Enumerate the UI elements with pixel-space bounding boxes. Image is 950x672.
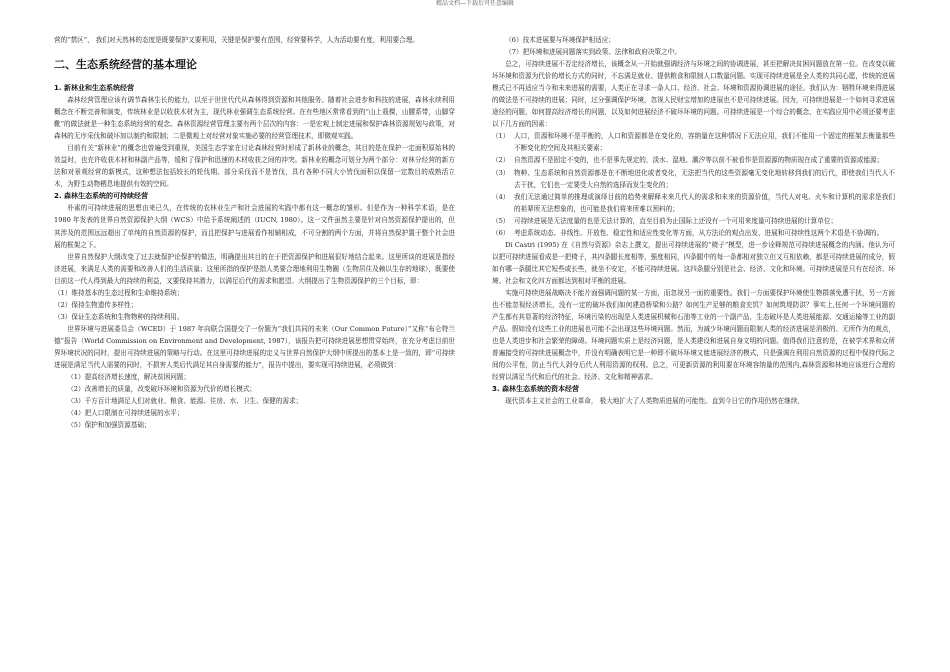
factor-number: （2） (492, 156, 510, 165)
factor-text: 物种、生态系统和自然资源都是在不断地进化或者变化，无法把当代的这些资源毫无变化地转移到我们的后代，即使我们当代人不去干扰，它们也一定要受大自然的选择而发生变化的； (514, 168, 895, 189)
list-item: （4）把人口限制在可持续进展的水平； (67, 409, 184, 418)
factor-text: 考虑系统动态、非线性、开放性、稳定性和适应性变化等方面，从方法论的观点出发，进展和可持续性这两个术语是不协调的。 (514, 228, 884, 237)
paragraph: 森林经营管理应该有调节森林生长的能力，以至于世世代代从森林得到资源和其他服务。随着社会进步和科技的进展，森林永续利用概念在不断完善和演变，传统林业是以收获木材为主，现代林业强调生态系统经营。在有些地区常常看到的“山上栽棵，山腰系带，山脚穿靴”的做法就是一种生态系统经营的观念。森林资源经营管理主要有两个层次的内容：一是宏观上制定进展和保护森林资源规划与政策，对森林的无序采伐和破坏加以制约和限制；二是微观上对经营对象实施必要的经营管理技术，即微观实践。 (54, 96, 455, 141)
factor-number: （1） (492, 132, 510, 141)
list-item: （6）技术进展要与环境保护相适应； (505, 36, 615, 44)
list-item: （3）千方百计地满足人们对就业、粮食、能源、住房、水、卫生、保健的需求； (67, 397, 303, 406)
section-title: 二、生态系统经营的基本理论 (54, 58, 197, 72)
factor-number: （4） (492, 192, 510, 201)
subsection-title-sustainable-management: 2. 森林生态系统的可持续经营 (54, 192, 148, 201)
list-item: （2）保持生物遗传多样性； (54, 300, 138, 309)
factor-text: 我们无法通过简单的推理或演绎目前的趋势来解释未来几代人的需求和未来的资源价值，当代人对电、火车和计算机的需求是我们的祖辈所无法想象的，也可能是我们将来所难以预料的； (514, 192, 895, 213)
subsection-title-new-forestry: 1. 新林业和生态系统经营 (54, 84, 134, 93)
subsection-title-capital-management: 3. 森林生态系统的资本经营 (492, 385, 579, 394)
paragraph: 世界环境与进展委员会（WCED）于 1987 年向联合国提交了一份题为“我们共同的未来（Our Common Future）”又称“布仑特兰德”报告（World Commission on Environment and Development, 1987），该报告把可持续进展思想贯穿始终，在充分考虑目前世界环境状况的同时，提出可持续进展的策略与行动。在这里可持续进展的定义与世界自然保护大纲中所提出的基本上是一致的，即“可持续进展是满足当代人需要的同时，不损害人类后代满足其自身需要的能力”，报告中提出，要实现可持续进展，必须做到： (54, 324, 455, 370)
paragraph: 世界自然保护大纲改变了过去就保护论保护的做法，明确提出其目的在于把资源保护和进展很好地结合起来。这里所谈的进展是指经济进展，来满足人类的需要和改善人们的生活质量；这里所指的保护是指人类要合理地利用生物圈（生物居住及赖以生存的地球），既要使目前这一代人得到最大的持续的利益，又要保持其潜力，以满足后代的需求和愿望。大纲提出了生物资源保护的三个目标，即： (54, 252, 455, 285)
factor-text: 人口，资源和环境不是平衡的，人口和资源都是在变化的，容纳量在这种情况下无法应用，我们不能用一个固定的框架去衡量那些不断变化的空间及其相关要素； (514, 132, 895, 153)
paragraph: 实施可持续进展战略决不能片面强调问题的某一方面，而忽视另一面的重要性。我们一方面要保护环境使生物群落免遭干扰，另一方面也不能忽视经济增长，没有一定的破坏我们如何建造桥梁和公路？如何生产足够的粮食充饥？如何筑堤防洪？事实上,任何一个环境问题的产生都有其显著的经济特征，环境污染的出现是人类进展机械和石油等工业的一个副产品，生态破坏是人类进展能源、交通运输等工业的副产品。假如没有这些工业的进展也可能不会出现这些环境问题。然而，为减少环境问题而限制人类的经济进展是消极的、无所作为的观点，也是人类进步和社会繁荣的障碍。环境问题实质上是经济问题，是人类建设和进展自身文明的问题。值得我们注意的是，在被学术界和众所普遍接受的可持续进展概念中，并没有明确表明它是一种即不破坏环境又能进展经济的模式，只是强调在利用自然资源的过程中保持代际之间的公平性，防止当代人剥夺后代人利用资源的权利。总之，可更新资源的利用要在环境容纳量的范围内,森林资源和林地应该进行合理的经营以满足当代和后代的社会、经济、文化和精神需求。 (492, 288, 895, 382)
paragraph: 朴素的可持续进展的思想由来已久，在传统的农林业生产和社会进展的实践中都有这一概念的雏形。但是作为一种科学术语，是在 1980 年发表的世界自然资源保护大纲（WCS）中给予系统阐述的（IUCN, 1980）。这一文件虽然主要是针对自然资源保护提出的，但其涉及的范围远远超出了单纯的自然资源的保护，而且把保护与进展看作相辅相成，不可分割的两个方面，并将自然保护置于整个社会进展的框架之下。 (54, 204, 455, 249)
factor-item (492, 227, 895, 239)
factor-item (492, 215, 895, 227)
factor-item (492, 167, 895, 191)
factor-item (492, 191, 895, 215)
factor-text: 可持续进展是无法度量的也是无法计算的，直至目前为止国际上还没有一个可用来度量可持续进展的计算单位； (514, 216, 838, 225)
list-item: （1）提高经济增长速度，解决贫困问题； (67, 373, 191, 382)
list-item: （5）保护和加强资源基础； (67, 421, 151, 430)
paragraph: 目前有关“新林业”的概念也曾遍受到重视，美国生态学家在讨论森林经营时形成了新林业的概念，其目的是在保护一定面积原始林的效益时，也充许收获木材和林副产品等，缓和了保护和迅速的木材收获之间的冲突。新林业的概念可划分为两个部分：对林分经营的新方法和对景观经营的新模式，这种想法包括较长的轮伐期、部分采伐而不是皆伐，具有各种不同大小皆伐面积以保留一定数目的成熟活立木，为野生动物栖息地提供有效的空间。 (54, 144, 455, 189)
header-note: 精品文档---下载后可任意编辑 (435, 0, 515, 7)
paragraph: 总之，可持续进展不否定经济增长，该概念从一开始就强调经济与环境之间的协调进展，甚至把解决贫困问题放在第一位。在改变以破坏环境和资源为代价的增长方式的同时，不忘满足就业、提供粮食和限制人口数量问题。实现可持续进展是全人类的共同心愿，传统的进展模式已不再适应当今和未来进展的需要，人类正在寻求一条人口、经济、社会、环境和资源协调进展的途径。我们认为：牺牲环境来得进展的做法是不可持续的进展；同时，过分强调保护环境，忽视人民财宝增加的进展也不是可持续进展。因为，可持续进展是一个如何寻求进展途径的问题，如何提高经济增长的问题，以及如何进展经济不破坏环境的问题。可持续进展是一个综合的概念，在实践应用中必须还要考虑以下几方面的因素： (492, 60, 895, 129)
factor-item (492, 154, 895, 166)
paragraph-intro: 营的“禁区”， 我们对天然林的态度是既要保护又要利用，关键是保护要有范围，经营要科学，人为活动要有度，利用要合理。 (54, 36, 419, 44)
right-column (492, 34, 895, 407)
factor-number: （5） (492, 216, 510, 225)
list-item: （3）保证生态系统和生物物种的持续利用。 (54, 312, 184, 321)
paragraph: Di Castri (1995) 在《自然与资源》杂志上撰文，提出可持续进展的“椅子”模型，进一步诠释规范可持续进展概念的内涵。他认为可以把可持续进展看成是一把椅子，其四条腿长度相等，强度相同，四条腿中的每一条都相对独立但又互相依赖，都是可持续进展的成分，假如有哪一条腿比其它短些或长些，就坐不安定，不能可持续进展。这四条腿分别是社会、经济、文化和环境。可持续进展是只有在经济、环境、社会和文化四方面都达到相对平衡的进展。 (492, 240, 895, 285)
factor-number: （6） (492, 228, 510, 237)
factor-text: 自然资源不是固定不变的，也不是事先规定的，淡水、湿地、潮汐等以前不被看作是资源源的物质现在成了重要的资源或能源； (514, 156, 884, 165)
left-column (54, 34, 455, 431)
list-item: （7）把环境和进展问题落实到政策、法律和政府决策之中。 (505, 48, 681, 57)
paragraph: 现代资本主义社会的工业革命， 极大地扩大了人类物质进展的可能性。直到今日它的作用仍然在继续, (505, 397, 800, 406)
list-item: （1）维持基本的生态过程和生命维持系统； (54, 288, 184, 297)
factor-item (492, 130, 895, 154)
factor-number: （3） (492, 168, 510, 177)
list-item: （2）改善增长的质量，改变破坏环境和资源为代价的增长模式； (67, 385, 257, 394)
